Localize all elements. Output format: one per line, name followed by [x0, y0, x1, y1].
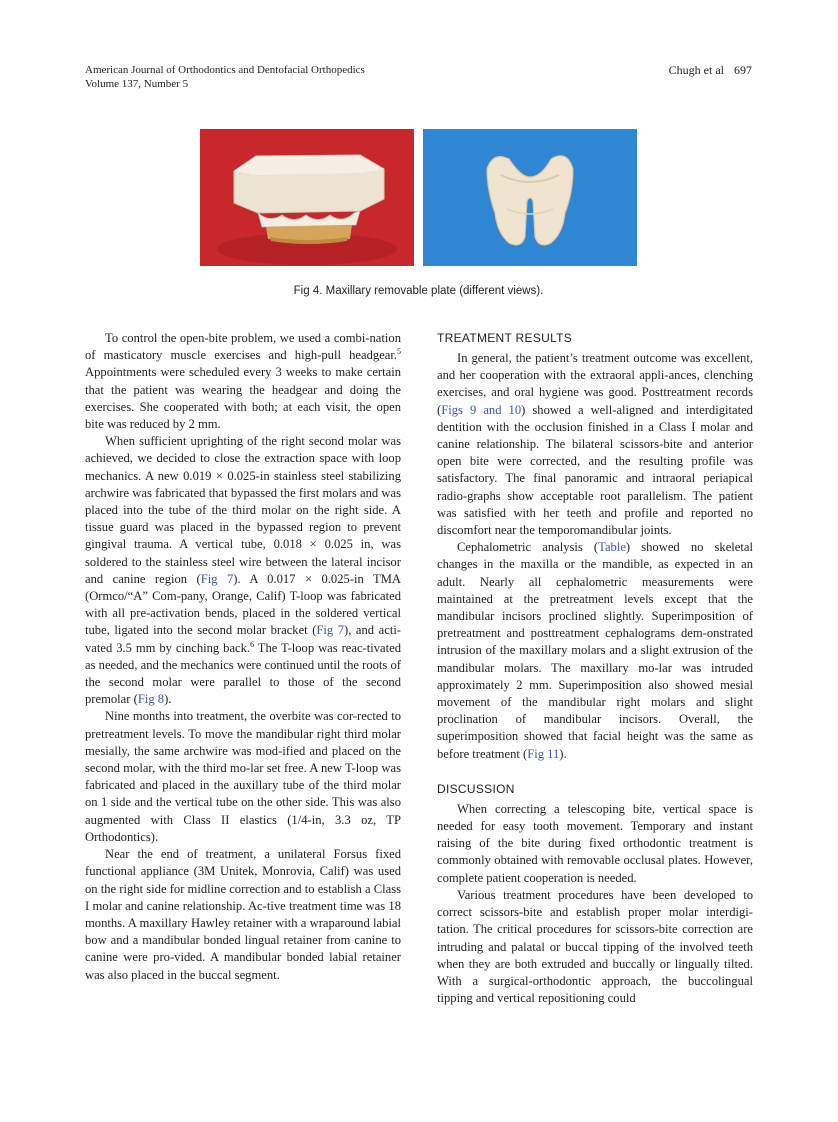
- figure-photo-occlusal-plate-top-view: [423, 129, 637, 266]
- figure-link-fig8[interactable]: Fig 8: [137, 692, 165, 707]
- text-run: In general, the patient’s treatment outcome was excellent, and her cooperation with the extraoral appli-ances, clenching exercises, and oral hygiene was good. Posttreatment records (: [437, 351, 753, 417]
- figure-link-fig11[interactable]: Fig 11: [527, 746, 560, 761]
- paragraph-loop-mechanics: [85, 433, 401, 708]
- text-run: ).: [559, 746, 567, 761]
- left-column: [85, 330, 401, 984]
- figure-link-figs-9-10[interactable]: Figs 9 and 10: [441, 402, 522, 417]
- paragraph-cephalometric: [437, 539, 753, 763]
- text-run: Appointments were scheduled every 3 weeks to make certain that the patient was wearing the headgear and doing the exercises. She cooperated with both; at each visit, the open bite was reduced by 2 mm.: [85, 365, 401, 432]
- section-heading-discussion: DISCUSSION: [437, 781, 515, 796]
- author-names: Chugh et al: [668, 63, 724, 77]
- journal-name: American Journal of Orthodontics and Dentofacial Orthopedics: [85, 64, 365, 76]
- citation-superscript[interactable]: 5: [397, 347, 401, 357]
- section-heading-treatment-results: TREATMENT RESULTS: [437, 331, 573, 345]
- text-run: Cephalometric analysis (: [457, 540, 599, 555]
- figure-photo-occlusal-plate-side-view: [200, 129, 414, 266]
- page-number: 697: [734, 63, 752, 77]
- paragraph-telescoping-bite: When correcting a telescoping bite, vertical space is needed for easy tooth movement. Temporary and instant raising of the bite during fixed orthodontic treatment is commonly obtained with removable occlusal plates. However, complete patient cooperation is needed.: [437, 801, 753, 885]
- paragraph-nine-months: Nine months into treatment, the overbite was cor-rected to pretreatment levels. To move the mandibular right third molar mesially, the same archwire was mod-ified and placed on the second molar, with the third mo-lar set free. A new T-loop was fabricated and placed in the auxillary tube of the third molar on 1 side and the vertical tube on the other side. This was also augmented with Class II elastics (1/4-in, 3.3 oz, TP Orthodontics).: [85, 709, 401, 844]
- right-column: [437, 330, 753, 1007]
- text-run: ) showed a well-aligned and interdigitated dentition with the occlusion finished in a Class I molar and canine relationship. The bilateral scissors-bite and anterior open bite were corrected, and the resulting profile was satisfactory. The final panoramic and intraoral periapical radio-graphs show acceptable root parallelism. The patient was satisfied with her teeth and profile and reported no discomfort near the temporomandibular joints.: [437, 402, 753, 538]
- figure-link-fig7[interactable]: Fig 7: [316, 623, 345, 638]
- text-run: ). A 0.017 × 0.025-in TMA (Ormco/“A” Com-pany, Orange, Calif) T-loop was fabricated with all pre-activation bends, placed in the soldered vertical tube, ligated into the second molar bracket (: [85, 571, 402, 638]
- paragraph-outcome: [437, 350, 753, 539]
- text-run: The T-loop was reac-tivated as needed, and the mechanics were continued until the roots of the second molar were parallel to those of the second premolar (: [85, 640, 401, 707]
- text-run: ).: [164, 692, 172, 707]
- table-link[interactable]: Table: [598, 540, 626, 555]
- volume-number: Volume 137, Number 5: [85, 78, 189, 90]
- text-run: ), and acti-vated 3.5 mm by cinching back.: [85, 623, 402, 655]
- text-run: ) showed no skeletal changes in the maxilla or the mandible, as expected in an adult. Nearly all cephalometric measurements were maintained at the pretreatment levels except that the mandibular incisors proclined slightly. Superimposition of pretreatment and posttreatment cephalograms dem-onstrated intrusion of the maxillary molars and a slight extrusion of the mandibular molars. The maxillary mo-lar was intruded approximately 2 mm. Superimposition also showed mesial movement of the mandibular right molars and slight proclination of mandibular incisors. Overall, the superimposition showed that facial height was the same as before treatment (: [437, 540, 753, 761]
- paragraph-scissors-bite: Various treatment procedures have been developed to correct scissors-bite and establish proper molar interdigi-tation. The critical procedures for scissors-bite correction are intruding and palatal or buccal tipping of the involved teeth when they are both extruded and buccally or lingually tilted. With a surgical-orthodontic approach, the buccolingual tipping and vertical repositioning could: [437, 887, 753, 1006]
- figure-link-fig7[interactable]: Fig 7: [200, 571, 234, 586]
- citation-superscript[interactable]: 6: [250, 639, 255, 649]
- figure-caption: Fig 4. Maxillary removable plate (different views).: [293, 285, 544, 297]
- text-run: When sufficient uprighting of the right second molar was achieved, we decided to close the extraction space with loop mechanics. A new 0.019 × 0.025-in stainless steel stabilizing archwire was fabricated that bypassed the first molars and was placed into the tube of the third molar on the right side. A tissue guard was placed in the bypassed region to prevent gingival trauma. A vertical tube, 0.018 × 0.025 in, was soldered to the stainless steel wire between the lateral incisor and canine region (: [85, 434, 401, 586]
- text-run: To control the open-bite problem, we used a combi-nation of masticatory muscle exercises and high-pull headgear.: [85, 331, 401, 363]
- running-header-left: [85, 63, 365, 91]
- paragraph-open-bite-control: [85, 330, 401, 433]
- running-header-right: [669, 63, 752, 77]
- paragraph-end-of-treatment: Near the end of treatment, a unilateral Forsus fixed functional appliance (3M Unitek, Monrovia, Calif) was used on the right side for midline correction and to establish a Class I molar and canine relationship. Ac-tive treatment time was 18 months. A maxillary Hawley retainer with a wraparound labial bow and a mandibular bonded lingual retainer from canine to canine were pro-vided. A mandibular bonded labial retainer was also placed in the buccal segment.: [85, 847, 401, 982]
